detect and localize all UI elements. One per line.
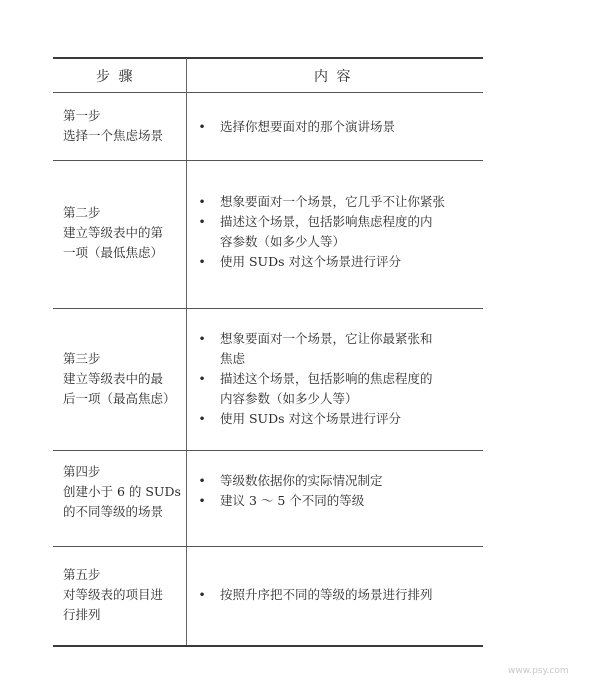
bullet: • bbox=[198, 119, 206, 134]
bullet: • bbox=[198, 214, 206, 229]
item-line: 使用 SUDs 对这个场景进行评分 bbox=[220, 411, 401, 426]
header-content: 内 容 bbox=[314, 69, 353, 85]
item-line: 描述这个场景，包括影响焦虑程度的内 bbox=[220, 214, 433, 229]
content-cell bbox=[196, 192, 486, 272]
bullet: • bbox=[198, 254, 206, 269]
list-item bbox=[196, 212, 486, 252]
bullet: • bbox=[198, 473, 206, 488]
row-divider bbox=[53, 308, 483, 309]
step-line: 选择一个焦虑场景 bbox=[63, 128, 164, 143]
row-divider bbox=[53, 450, 483, 451]
item-line: 描述这个场景，包括影响的焦虑程度的 bbox=[220, 371, 433, 386]
step-line: 对等级表的项目进 bbox=[63, 587, 164, 602]
step-line: 行排列 bbox=[63, 607, 101, 622]
step-line: 的不同等级的场景 bbox=[63, 504, 164, 519]
step-cell bbox=[63, 106, 183, 146]
item-line: 焦虑 bbox=[220, 351, 246, 366]
step-line: 一项（最低焦虑） bbox=[63, 245, 164, 260]
step-cell bbox=[63, 462, 183, 522]
step-line: 后一项（最高焦虑） bbox=[63, 391, 176, 406]
step-line: 第五步 bbox=[63, 567, 101, 582]
step-line: 创建小于 6 的 SUDs bbox=[63, 484, 181, 499]
step-cell bbox=[63, 349, 183, 409]
content-cell bbox=[196, 117, 486, 137]
list-item bbox=[196, 471, 486, 491]
content-cell bbox=[196, 585, 486, 605]
bullet: • bbox=[198, 371, 206, 386]
item-line: 按照升序把不同的等级的场景进行排列 bbox=[220, 587, 433, 602]
step-cell bbox=[63, 203, 183, 263]
bullet: • bbox=[198, 331, 206, 346]
list-item bbox=[196, 329, 486, 369]
step-line: 第三步 bbox=[63, 351, 101, 366]
header-step: 步 骤 bbox=[96, 69, 135, 85]
bullet: • bbox=[198, 587, 206, 602]
content-cell bbox=[196, 329, 486, 429]
bullet: • bbox=[198, 411, 206, 426]
row-divider bbox=[53, 546, 483, 547]
item-line: 容参数（如多少人等） bbox=[220, 234, 346, 249]
list-item bbox=[196, 117, 486, 137]
item-line: 内容参数（如多少人等） bbox=[220, 391, 358, 406]
list-item bbox=[196, 585, 486, 605]
step-line: 建立等级表中的第 bbox=[63, 225, 164, 240]
step-line: 第一步 bbox=[63, 108, 101, 123]
item-line: 等级数依据你的实际情况制定 bbox=[220, 473, 383, 488]
list-item bbox=[196, 192, 486, 212]
step-line: 第二步 bbox=[63, 205, 101, 220]
table-top-rule bbox=[53, 57, 483, 59]
list-item bbox=[196, 369, 486, 409]
item-line: 建议 3 ～ 5 个不同的等级 bbox=[220, 493, 365, 508]
item-line: 使用 SUDs 对这个场景进行评分 bbox=[220, 254, 401, 269]
item-line: 想象要面对一个场景，它让你最紧张和 bbox=[220, 331, 433, 346]
list-item bbox=[196, 409, 486, 429]
content-cell bbox=[196, 471, 486, 511]
step-cell bbox=[63, 565, 183, 625]
row-divider bbox=[53, 160, 483, 161]
table-bottom-rule bbox=[53, 645, 483, 647]
column-divider bbox=[186, 58, 187, 646]
bullet: • bbox=[198, 194, 206, 209]
step-line: 建立等级表中的最 bbox=[63, 371, 164, 386]
header-rule bbox=[53, 92, 483, 93]
item-line: 想象要面对一个场景，它几乎不让你紧张 bbox=[220, 194, 446, 209]
step-line: 第四步 bbox=[63, 464, 101, 479]
bullet: • bbox=[198, 493, 206, 508]
list-item bbox=[196, 252, 486, 272]
list-item bbox=[196, 491, 486, 511]
item-line: 选择你想要面对的那个演讲场景 bbox=[220, 119, 396, 134]
watermark: www.psy.com bbox=[508, 666, 569, 676]
